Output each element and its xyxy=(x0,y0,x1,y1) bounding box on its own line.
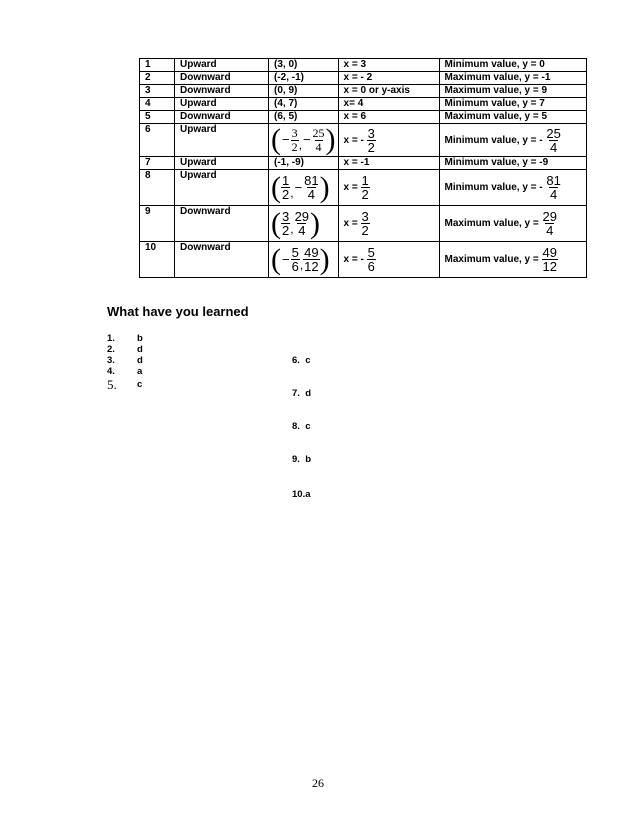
axis-of-symmetry: x= 4 xyxy=(338,98,439,111)
extreme-value: Minimum value, y = 7 xyxy=(439,98,586,111)
fraction: $\frac{25}{4}$ xyxy=(546,125,561,155)
extreme-value: Minimum value, y = -9 xyxy=(439,157,586,170)
row-number: 4 xyxy=(140,98,175,111)
direction: Upward xyxy=(175,98,269,111)
vertex: (6, 5) xyxy=(269,111,339,124)
row-number: 10 xyxy=(140,242,175,278)
row-number: 3 xyxy=(140,85,175,98)
answers-left-list xyxy=(107,333,143,392)
table-row xyxy=(140,59,587,72)
table-row xyxy=(140,157,587,170)
row-number: 9 xyxy=(140,206,175,242)
list-item: 5. c xyxy=(107,377,143,392)
axis-of-symmetry: x = - $\frac{3}{2}$ xyxy=(338,124,439,157)
vertex: ( $\frac{1}{2}$ , − $\frac{81}{4}$ ) xyxy=(269,170,339,206)
fraction: $\frac{29}{4}$ xyxy=(542,209,557,238)
fraction: $\frac{81}{4}$ xyxy=(304,173,319,202)
fraction: $\frac{49}{12}$ xyxy=(542,245,557,274)
table-row xyxy=(140,206,587,242)
extreme-value: Minimum value, y = - $\frac{81}{4}$ xyxy=(439,170,586,206)
row-number: 1 xyxy=(140,59,175,72)
table-row xyxy=(140,98,587,111)
direction: Upward xyxy=(175,59,269,72)
extreme-value: Maximum value, y = 5 xyxy=(439,111,586,124)
answers-right-list xyxy=(292,333,311,513)
page-number: 26 xyxy=(312,776,324,790)
fraction: $\frac{3}{2}$ xyxy=(291,125,298,154)
axis-of-symmetry: x = 0 or y-axis xyxy=(338,85,439,98)
vertex: (4, 7) xyxy=(269,98,339,111)
vertex: (-1, -9) xyxy=(269,157,339,170)
fraction: $\frac{81}{4}$ xyxy=(546,173,561,202)
extreme-value: Maximum value, y = $\frac{29}{4}$ xyxy=(439,206,586,242)
row-number: 8 xyxy=(140,170,175,206)
row-number: 5 xyxy=(140,111,175,124)
direction: Downward xyxy=(175,206,269,242)
row-number: 6 xyxy=(140,124,175,157)
direction: Downward xyxy=(175,72,269,85)
list-item: 3. d xyxy=(107,355,143,366)
list-item: 9. b xyxy=(292,454,312,465)
fraction: $\frac{3}{2}$ xyxy=(282,209,290,238)
table-row xyxy=(140,111,587,124)
list-item: 7. d xyxy=(292,388,312,399)
axis-of-symmetry: x = -1 xyxy=(338,157,439,170)
axis-of-symmetry: x = $\frac{1}{2}$ xyxy=(338,170,439,206)
extreme-value: Maximum value, y = -1 xyxy=(439,72,586,85)
direction: Downward xyxy=(175,242,269,278)
extreme-value: Maximum value, y = 9 xyxy=(439,85,586,98)
extreme-value: Minimum value, y = - $\frac{25}{4}$ xyxy=(439,124,586,157)
direction: Upward xyxy=(175,170,269,206)
direction: Downward xyxy=(175,111,269,124)
fraction: $\frac{5}{6}$ xyxy=(291,245,299,274)
vertex: (3, 0) xyxy=(269,59,339,72)
axis-of-symmetry: x = 3 xyxy=(338,59,439,72)
list-item: 2. d xyxy=(107,344,143,355)
section-title: What have you learned xyxy=(107,304,249,319)
axis-of-symmetry: x = - 2 xyxy=(338,72,439,85)
table-row xyxy=(140,72,587,85)
axis-of-symmetry: x = 6 xyxy=(338,111,439,124)
table-row xyxy=(140,170,587,206)
direction: Downward xyxy=(175,85,269,98)
fraction: $\frac{29}{4}$ xyxy=(294,209,310,238)
list-item: 4. a xyxy=(107,366,143,377)
vertex: ( − $\frac{3}{2}$ , − $\frac{25}{4}$ ) xyxy=(269,124,339,157)
fraction: $\frac{1}{2}$ xyxy=(361,173,369,202)
table-row xyxy=(140,242,587,278)
axis-of-symmetry: x = $\frac{3}{2}$ xyxy=(338,206,439,242)
fraction: $\frac{3}{2}$ xyxy=(367,125,375,155)
table-row xyxy=(140,124,587,157)
list-item: 6. c xyxy=(292,355,311,366)
extreme-value: Minimum value, y = 0 xyxy=(439,59,586,72)
vertex: ( − $\frac{5}{6}$ , $\frac{49}{12}$ ) xyxy=(269,242,339,278)
list-item: 1. b xyxy=(107,333,143,344)
direction: Upward xyxy=(175,124,269,157)
vertex: (0, 9) xyxy=(269,85,339,98)
table-row xyxy=(140,85,587,98)
fraction: $\frac{5}{6}$ xyxy=(367,245,375,274)
fraction: $\frac{3}{2}$ xyxy=(361,209,369,238)
fraction: $\frac{1}{2}$ xyxy=(282,173,290,202)
vertex: (-2, -1) xyxy=(269,72,339,85)
direction: Upward xyxy=(175,157,269,170)
fraction: $\frac{49}{12}$ xyxy=(304,245,319,274)
list-item: 8. c xyxy=(292,421,311,432)
row-number: 2 xyxy=(140,72,175,85)
list-item: 10.a xyxy=(292,489,311,500)
axis-of-symmetry: x = - $\frac{5}{6}$ xyxy=(338,242,439,278)
answer-table xyxy=(139,58,587,278)
row-number: 7 xyxy=(140,157,175,170)
fraction: $\frac{25}{4}$ xyxy=(312,125,325,154)
extreme-value: Maximum value, y = $\frac{49}{12}$ xyxy=(439,242,586,278)
vertex: ( $\frac{3}{2}$ , $\frac{29}{4}$ ) xyxy=(269,206,339,242)
